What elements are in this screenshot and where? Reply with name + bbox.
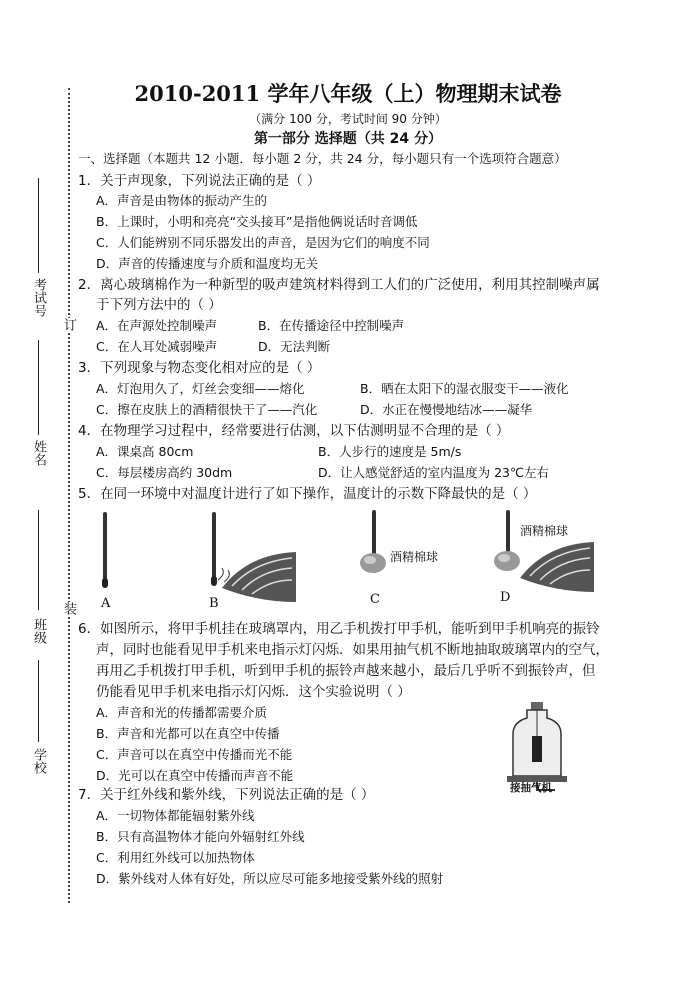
- q5-stem: 5．在同一环境中对温度计进行了如下操作，温度计的示数下降最快的是（ ）: [78, 486, 537, 502]
- q7-option-d: D．紫外线对人体有好处，所以应尽可能多地接受紫外线的照射: [96, 871, 444, 886]
- figure-label-d: D: [500, 590, 511, 605]
- cotton-ball-label-c: 酒精棉球: [390, 550, 439, 564]
- q2-stem-line2: 于下列方法中的（ ）: [96, 297, 222, 313]
- q7-option-a: A．一切物体都能辐射紫外线: [96, 808, 255, 823]
- q6-stem-line4: 仍能看见甲手机来电指示灯闪烁．这个实验说明（ ）: [96, 684, 411, 700]
- thermometer-icon: [212, 512, 216, 580]
- fan-icon: [218, 548, 298, 604]
- q4-option-b: B．人步行的速度是 5m/s: [318, 444, 462, 459]
- part-heading: 第一部分 选择题（共 24 分）: [253, 131, 443, 147]
- q7-option-b: B．只有高温物体才能向外辐射红外线: [96, 829, 305, 844]
- binding-dotted-line: [68, 88, 70, 903]
- name-label: 姓名: [31, 440, 46, 466]
- class-blank: [38, 510, 39, 610]
- school-blank: [38, 660, 39, 742]
- figure-label-c: C: [370, 592, 380, 607]
- q3-stem: 3．下列现象与物态变化相对应的是（ ）: [78, 360, 321, 376]
- q2-option-c: C．在人耳处减弱噪声: [96, 339, 218, 354]
- name-blank: [38, 340, 39, 435]
- q1-option-a: A．声音是由物体的振动产生的: [96, 193, 268, 208]
- exam-number-label: 考试号: [31, 278, 46, 317]
- q1-stem: 1．关于声现象，下列说法正确的是（ ）: [78, 173, 321, 189]
- cotton-ball-icon: [358, 550, 388, 576]
- q1-option-c: C．人们能辨别不同乐器发出的声音，是因为它们的响度不同: [96, 235, 430, 250]
- q6-stem-line3: 再用乙手机拨打甲手机，听到甲手机的振铃声越来越小，最后几乎听不到振铃声，但: [96, 663, 596, 679]
- thermometer-icon: [103, 512, 107, 582]
- q4-stem: 4．在物理学习过程中，经常要进行估测，以下估测明显不合理的是（ ）: [78, 423, 510, 439]
- school-label: 学校: [31, 748, 46, 774]
- q2-option-d: D．无法判断: [258, 339, 331, 354]
- pump-label: 接抽气机: [510, 782, 552, 794]
- q6-stem-line2: 声，同时也能看见甲手机来电指示灯闪烁．如果用抽气机不断地抽取玻璃罩内的空气，: [96, 642, 609, 658]
- q3-option-a: A．灯泡用久了，灯丝会变细——熔化: [96, 381, 305, 396]
- q6-option-d: D．光可以在真空中传播而声音不能: [96, 768, 294, 783]
- q2-option-a: A．在声源处控制噪声: [96, 318, 218, 333]
- q1-option-d: D．声音的传播速度与介质和温度均无关: [96, 256, 319, 271]
- figure-label-b: B: [209, 596, 219, 611]
- page-title: 2010-2011 学年八年级（上）物理期末试卷: [134, 81, 562, 106]
- q1-option-b: B．上课时，小明和亮亮“交头接耳”是指他俩说话时音调低: [96, 214, 418, 229]
- binding-mark-ding: 订: [61, 318, 76, 331]
- q7-option-c: C．利用红外线可以加热物体: [96, 850, 255, 865]
- q6-option-b: B．声音和光都可以在真空中传播: [96, 726, 280, 741]
- binding-mark-zhuang: 装: [61, 602, 76, 615]
- q6-stem-line1: 6．如图所示，将甲手机挂在玻璃罩内，用乙手机拨打甲手机，能听到甲手机响亮的振铃: [78, 621, 600, 637]
- q3-option-c: C．擦在皮肤上的酒精很快干了——汽化: [96, 402, 318, 417]
- q2-option-b: B．在传播途径中控制噪声: [258, 318, 405, 333]
- figure-label-a: A: [101, 596, 111, 611]
- q4-option-d: D．让人感觉舒适的室内温度为 23℃左右: [318, 465, 550, 480]
- thermometer-bulb-icon: [211, 576, 217, 586]
- q7-stem: 7．关于红外线和紫外线，下列说法正确的是（ ）: [78, 787, 375, 803]
- q6-option-a: A．声音和光的传播都需要介质: [96, 705, 268, 720]
- exam-number-blank: [38, 178, 39, 273]
- q4-option-a: A．课桌高 80cm: [96, 444, 194, 459]
- q2-stem-line1: 2．离心玻璃棉作为一种新型的吸声建筑材料得到工人们的广泛使用，利用其控制噪声属: [78, 277, 600, 293]
- exam-subtitle: （满分 100 分，考试时间 90 分钟）: [249, 112, 447, 126]
- cotton-ball-label-d: 酒精棉球: [520, 524, 569, 538]
- q3-option-b: B．晒在太阳下的湿衣服变干——液化: [360, 381, 569, 396]
- section-heading: 一、选择题（本题共 12 小题．每小题 2 分，共 24 分，每小题只有一个选项符合题意）: [78, 151, 567, 166]
- thermometer-bulb-icon: [102, 578, 108, 588]
- class-label: 班级: [31, 618, 46, 644]
- q3-option-d: D．水正在慢慢地结冰——凝华: [360, 402, 533, 417]
- q4-option-c: C．每层楼房高约 30dm: [96, 465, 233, 480]
- q6-option-c: C．声音可以在真空中传播而光不能: [96, 747, 293, 762]
- fan-icon: [516, 538, 596, 594]
